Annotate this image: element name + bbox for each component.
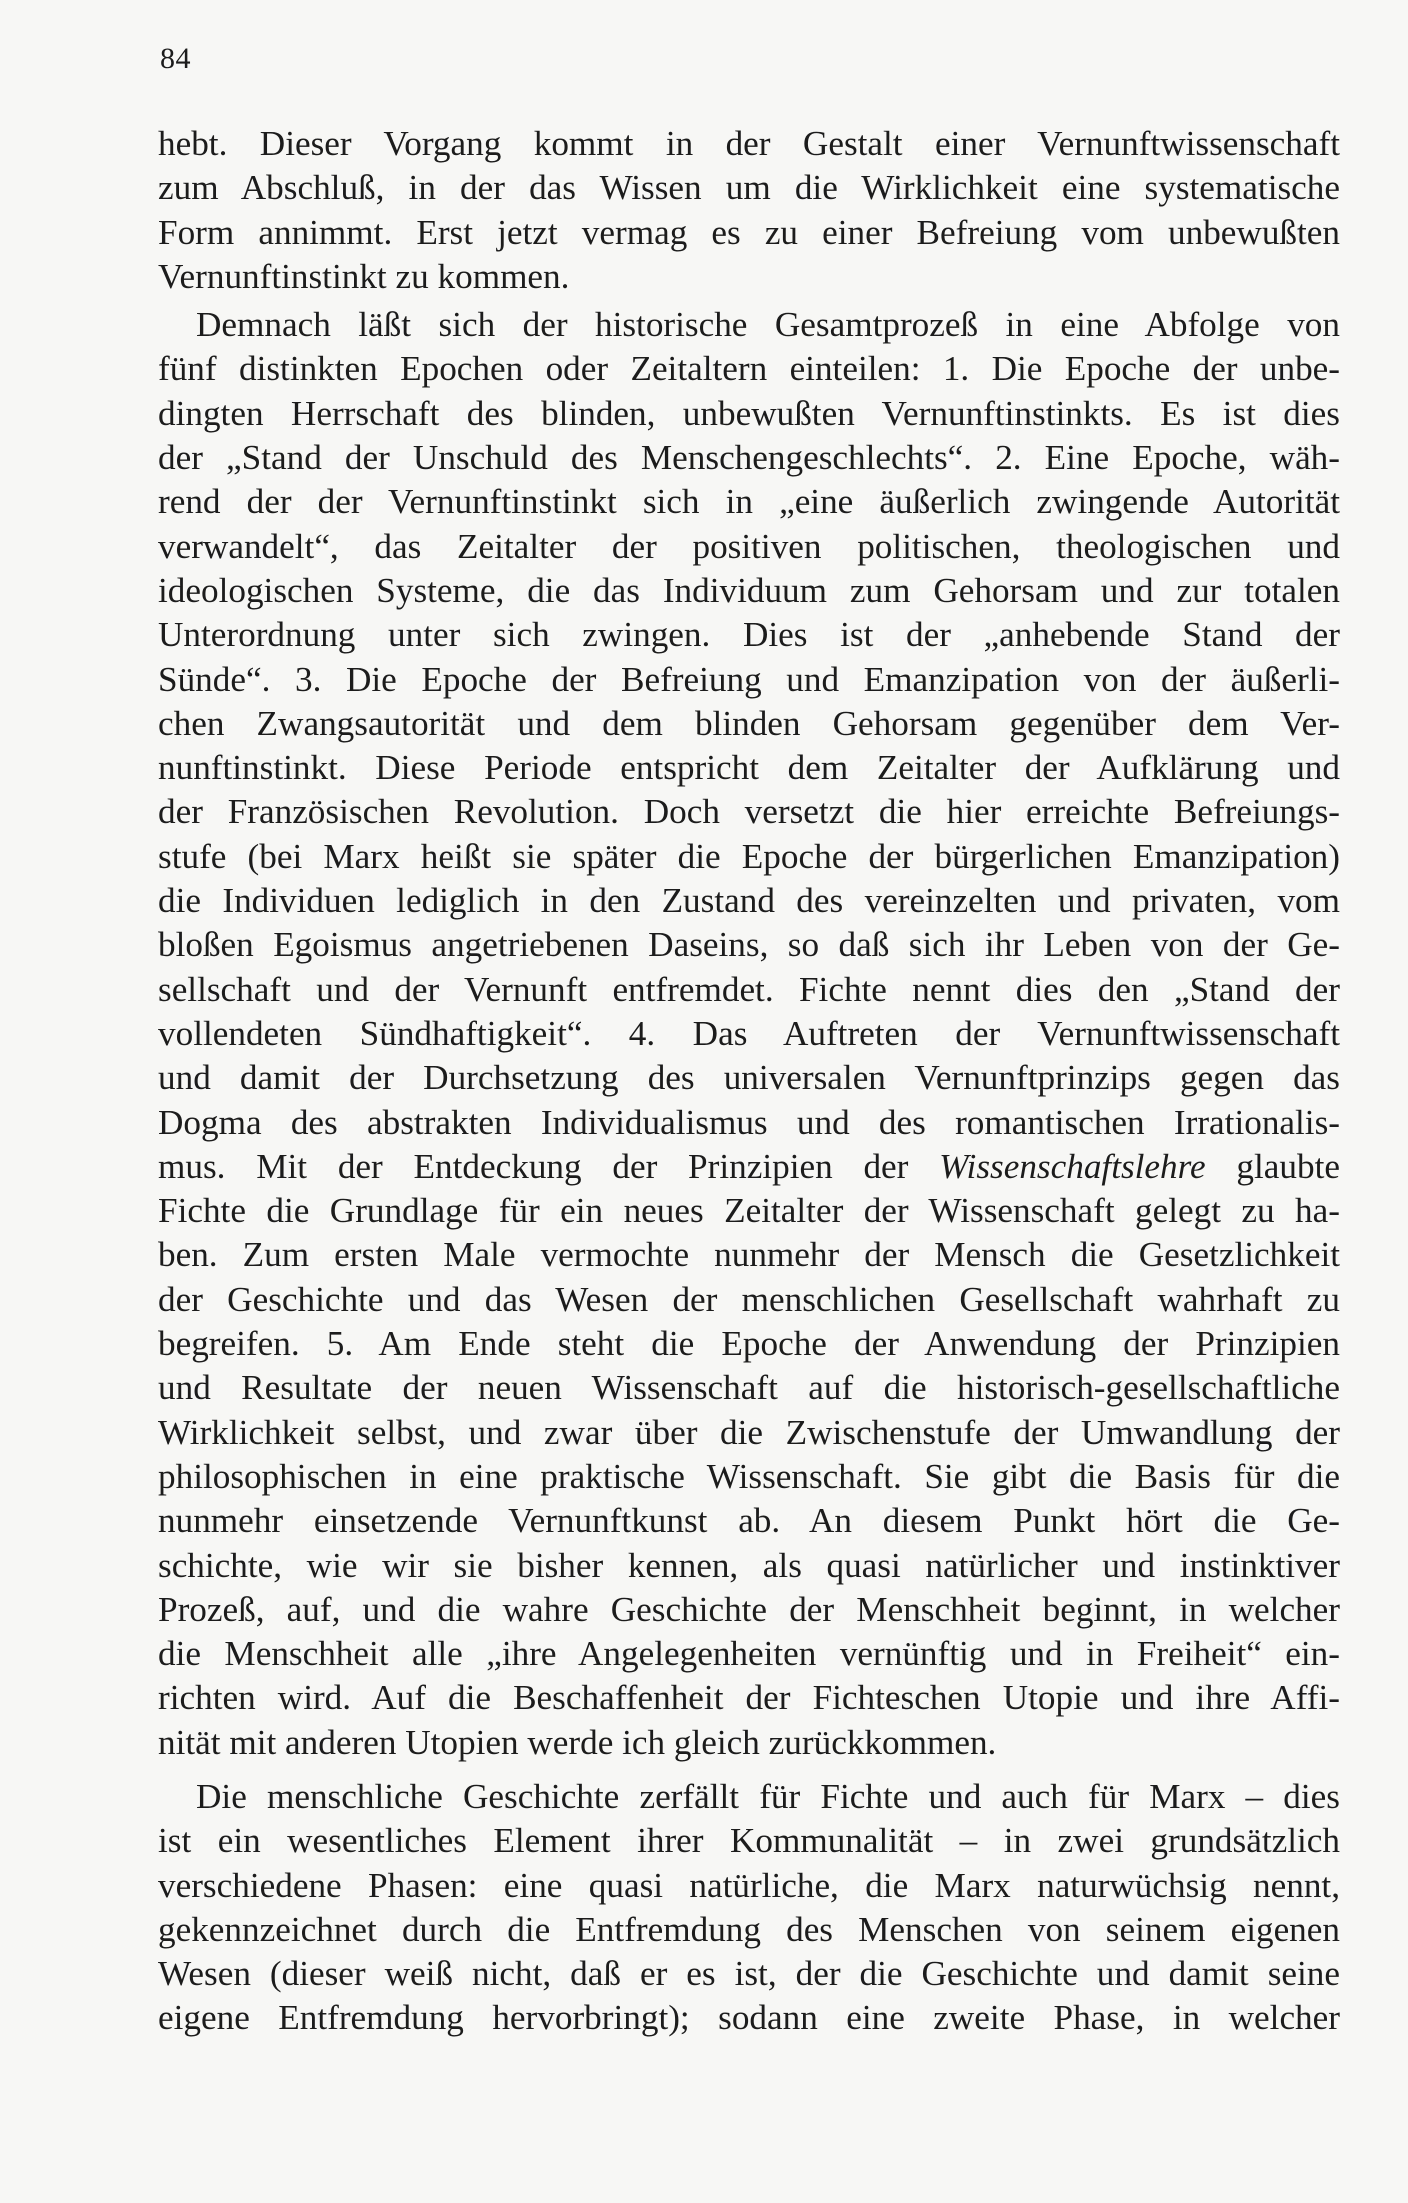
text-line: Prozeß, auf, und die wahre Geschichte der Menschheit beginnt, in welcher bbox=[158, 1589, 1340, 1629]
text-line: fünf distinkten Epochen oder Zeitaltern einteilen: 1. Die Epoche der unbe- bbox=[158, 349, 1340, 389]
line-segment: mus. Mit der Entdeckung der Prinzipien der bbox=[158, 1146, 940, 1186]
text-line: schichte, wie wir sie bisher kennen, als quasi natürlicher und instinktiver bbox=[158, 1545, 1340, 1585]
text-line: stufe (bei Marx heißt sie später die Epoche der bürgerlichen Emanzipation) bbox=[158, 836, 1340, 876]
text-line: Vernunftinstinkt zu kommen. bbox=[158, 256, 570, 296]
text-line: eigene Entfremdung hervorbringt); sodann eine zweite Phase, in welcher bbox=[158, 1998, 1340, 2038]
text-line: bloßen Egoismus angetriebenen Daseins, so daß sich ihr Leben von der Ge- bbox=[158, 925, 1340, 965]
line-segment: glaubte bbox=[1205, 1146, 1340, 1186]
text-line: Wesen (dieser weiß nicht, daß er es ist, der die Geschichte und damit seine bbox=[158, 1954, 1340, 1994]
text-line-with-italic bbox=[158, 1145, 1340, 1189]
text-line: Die menschliche Geschichte zerfällt für Fichte und auch für Marx – dies bbox=[196, 1776, 1340, 1816]
text-line: Form annimmt. Erst jetzt vermag es zu einer Befreiung vom unbewußten bbox=[158, 212, 1340, 252]
text-line: ideologischen Systeme, die das Individuum zum Gehorsam und zur totalen bbox=[158, 570, 1340, 610]
text-line: begreifen. 5. Am Ende steht die Epoche der Anwendung der Prinzipien bbox=[158, 1324, 1340, 1364]
text-line: hebt. Dieser Vorgang kommt in der Gestalt einer Vernunftwissenschaft bbox=[158, 124, 1340, 163]
text-line: nunftinstinkt. Diese Periode entspricht dem Zeitalter der Aufklärung und bbox=[158, 748, 1340, 788]
text-line: Unterordnung unter sich zwingen. Dies ist der „anhebende Stand der bbox=[158, 615, 1340, 655]
text-line: Fichte die Grundlage für ein neues Zeitalter der Wissenschaft gelegt zu ha- bbox=[158, 1191, 1340, 1231]
text-line: und damit der Durchsetzung des universalen Vernunftprinzips gegen das bbox=[158, 1058, 1340, 1098]
text-line: Dogma des abstrakten Individualismus und des romantischen Irrationalis- bbox=[158, 1102, 1340, 1142]
text-line: nität mit anderen Utopien werde ich gleich zurückkommen. bbox=[158, 1722, 997, 1762]
text-line: vollendeten Sündhaftigkeit“. 4. Das Auftreten der Vernunftwissenschaft bbox=[158, 1013, 1340, 1053]
text-line: gekennzeichnet durch die Entfremdung des Menschen von seinem eigenen bbox=[158, 1909, 1340, 1949]
italic-term: Wissenschaftslehre bbox=[939, 1146, 1206, 1186]
text-line: chen Zwangsautorität und dem blinden Gehorsam gegenüber dem Ver- bbox=[158, 703, 1340, 743]
text-line: zum Abschluß, in der das Wissen um die Wirklichkeit eine systematische bbox=[158, 168, 1340, 208]
text-line: philosophischen in eine praktische Wissenschaft. Sie gibt die Basis für die bbox=[158, 1456, 1340, 1496]
text-line: sellschaft und der Vernunft entfremdet. Fichte nennt dies den „Stand der bbox=[158, 969, 1340, 1009]
text-line: der Geschichte und das Wesen der menschlichen Gesellschaft wahrhaft zu bbox=[158, 1279, 1340, 1319]
text-line: ben. Zum ersten Male vermochte nunmehr der Mensch die Gesetzlichkeit bbox=[158, 1235, 1340, 1275]
text-line: verschiedene Phasen: eine quasi natürliche, die Marx naturwüchsig nennt, bbox=[158, 1865, 1340, 1905]
text-line: Wirklichkeit selbst, und zwar über die Zwischenstufe der Umwandlung der bbox=[158, 1412, 1340, 1452]
text-line: die Menschheit alle „ihre Angelegenheiten vernünftig und in Freiheit“ ein- bbox=[158, 1634, 1340, 1674]
paragraph-1 bbox=[158, 122, 1340, 299]
page-number: 84 bbox=[160, 42, 191, 75]
text-line: die Individuen lediglich in den Zustand des vereinzelten und privaten, vom bbox=[158, 881, 1340, 921]
text-line: Sünde“. 3. Die Epoche der Befreiung und Emanzipation von der äußerli- bbox=[158, 659, 1340, 699]
text-line: verwandelt“, das Zeitalter der positiven politischen, theologischen und bbox=[158, 526, 1340, 566]
paragraph-2 bbox=[158, 303, 1340, 1765]
text-line: nunmehr einsetzende Vernunftkunst ab. An diesem Punkt hört die Ge- bbox=[158, 1501, 1340, 1541]
text-line: dingten Herrschaft des blinden, unbewußten Vernunftinstinkts. Es ist dies bbox=[158, 393, 1340, 433]
text-line: und Resultate der neuen Wissenschaft auf die historisch-gesellschaftliche bbox=[158, 1368, 1340, 1408]
body-text bbox=[158, 122, 1340, 2041]
text-line: richten wird. Auf die Beschaffenheit der Fichteschen Utopie und ihre Affi- bbox=[158, 1678, 1340, 1718]
paragraph-3 bbox=[158, 1775, 1340, 2041]
text-line: der „Stand der Unschuld des Menschengeschlechts“. 2. Eine Epoche, wäh- bbox=[158, 438, 1340, 478]
text-line: ist ein wesentliches Element ihrer Kommunalität – in zwei grundsätzlich bbox=[158, 1821, 1340, 1861]
text-line: Demnach läßt sich der historische Gesamtprozeß in eine Abfolge von bbox=[196, 305, 1340, 345]
text-line: der Französischen Revolution. Doch versetzt die hier erreichte Befreiungs- bbox=[158, 792, 1340, 832]
text-line: rend der der Vernunftinstinkt sich in „eine äußerlich zwingende Autorität bbox=[158, 482, 1340, 522]
